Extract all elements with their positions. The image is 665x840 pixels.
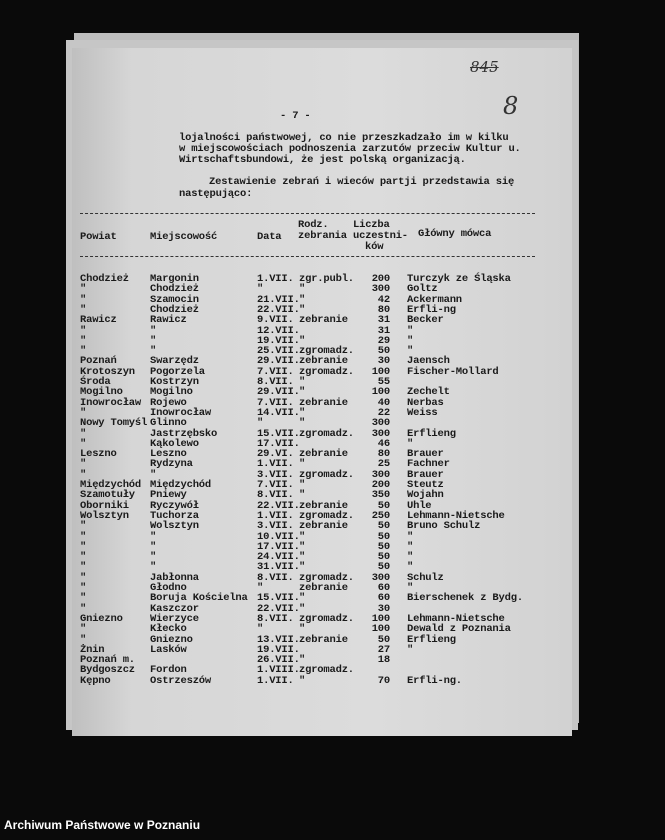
cell-data: " <box>257 623 264 636</box>
cell-miejscowosc: Swarzędz <box>150 355 199 368</box>
cell-data: 3.VII. <box>257 468 294 481</box>
paragraph-line: Wirtschaftsbundowi, że jest polską organizacją. <box>179 154 466 166</box>
cell-mowca: Ackermann <box>407 293 462 306</box>
cell-data: 8.VII. <box>257 376 294 388</box>
cell-mowca: Nerbas <box>407 396 444 409</box>
cell-mowca: " <box>407 324 414 337</box>
cell-powiat: " <box>80 551 87 564</box>
cell-data: 8.VII. <box>257 571 294 584</box>
cell-miejscowosc: Mogilno <box>150 386 193 399</box>
cell-rodzaj: zgromadz. <box>299 664 354 677</box>
cell-data: 25.VII. <box>257 345 300 358</box>
cell-data: 1.VII. <box>257 674 294 687</box>
cell-mowca: Zechelt <box>407 386 450 399</box>
cell-liczba: 25 <box>377 458 390 471</box>
cell-miejscowosc: Ostrzeszów <box>150 674 212 687</box>
cell-powiat: Inowrocław <box>80 396 142 409</box>
cell-data: 8.VII. <box>257 612 294 625</box>
intro-line: Zestawienie zebrań i wieców partji przedstawia się <box>209 176 515 188</box>
cell-data: 19.VII. <box>257 643 300 656</box>
cell-mowca: Turczyk ze Śląska <box>407 273 511 285</box>
cell-rodzaj: zebranie <box>299 448 348 461</box>
cell-mowca: " <box>407 551 414 564</box>
cell-liczba: 55 <box>377 376 390 388</box>
cell-miejscowosc: " <box>150 561 157 574</box>
cell-miejscowosc: Jabłonna <box>150 571 199 584</box>
cell-rodzaj: zebranie <box>299 314 348 327</box>
cell-powiat: " <box>80 592 87 605</box>
cell-rodzaj: " <box>299 551 306 564</box>
cell-liczba: 100 <box>371 365 390 378</box>
intro-line: następująco: <box>179 188 253 200</box>
cell-mowca: Dewald z Poznania <box>407 623 511 636</box>
cell-mowca: Brauer <box>407 468 444 481</box>
cell-mowca: Bruno Schulz <box>407 520 481 533</box>
cell-rodzaj: zebranie <box>299 396 348 409</box>
cell-powiat: Gniezno <box>80 612 123 625</box>
cell-data: 29.VII. <box>257 386 300 399</box>
cell-data: 21.VII. <box>257 293 300 306</box>
cell-powiat: " <box>80 427 87 440</box>
cell-liczba: 300 <box>371 468 390 481</box>
cell-liczba: 50 <box>377 530 390 543</box>
cell-miejscowosc: " <box>150 345 157 358</box>
cell-rodzaj: " <box>299 489 306 502</box>
cell-miejscowosc: Kłecko <box>150 623 187 636</box>
cell-mowca: Lehmann-Nietsche <box>407 509 505 522</box>
cell-data: 17.VII. <box>257 540 300 553</box>
cell-powiat: " <box>80 334 87 347</box>
cell-liczba: 46 <box>377 437 390 450</box>
cell-liczba: 27 <box>377 643 390 656</box>
cell-miejscowosc: Fordon <box>150 664 187 677</box>
cell-liczba: 42 <box>377 293 390 306</box>
cell-rodzaj: zebranie <box>299 633 348 646</box>
table-divider <box>80 256 535 257</box>
cell-miejscowosc: Tuchorza <box>150 509 199 522</box>
cell-liczba: 30 <box>377 602 390 615</box>
cell-liczba: 80 <box>377 303 390 316</box>
cell-mowca: " <box>407 345 414 358</box>
cell-miejscowosc: " <box>150 551 157 564</box>
cell-miejscowosc: " <box>150 540 157 553</box>
cell-powiat: " <box>80 633 87 646</box>
cell-powiat: " <box>80 520 87 533</box>
cell-powiat: Poznań m. <box>80 654 135 667</box>
cell-data: 17.VII. <box>257 437 300 450</box>
cell-powiat: " <box>80 406 87 419</box>
cell-powiat: " <box>80 540 87 553</box>
cell-powiat: Kępno <box>80 674 111 687</box>
cell-mowca: " <box>407 582 414 594</box>
cell-rodzaj: " <box>299 303 306 316</box>
table-divider <box>80 213 535 214</box>
cell-mowca: Erfli-ng. <box>407 674 462 687</box>
cell-rodzaj: zgromadz. <box>299 345 354 358</box>
cell-liczba: 50 <box>377 499 390 512</box>
cell-liczba: 50 <box>377 551 390 564</box>
cell-liczba: 80 <box>377 448 390 461</box>
cell-mowca: Brauer <box>407 448 444 461</box>
cell-liczba: 300 <box>371 427 390 440</box>
cell-liczba: 50 <box>377 520 390 533</box>
cell-powiat: " <box>80 530 87 543</box>
cell-rodzaj: " <box>299 540 306 553</box>
cell-liczba: 50 <box>377 540 390 553</box>
cell-powiat: Wolsztyn <box>80 509 129 522</box>
cell-liczba: 100 <box>371 612 390 625</box>
cell-powiat: " <box>80 468 87 481</box>
cell-miejscowosc: Rojewo <box>150 396 187 409</box>
handwritten-old-folio: 845 <box>470 58 499 76</box>
cell-data: 7.VII. <box>257 479 294 491</box>
cell-powiat: " <box>80 623 87 636</box>
cell-rodzaj: zgromadz. <box>299 612 354 625</box>
cell-data: 15.VII. <box>257 427 300 440</box>
cell-mowca: Erflieng <box>407 633 456 646</box>
cell-miejscowosc: Leszno <box>150 448 187 461</box>
paragraph-line: w miejscowościach podnoszenia zarzutów przeciw Kultur u. <box>179 143 521 155</box>
header-uczestnikow: uczestni- <box>353 230 408 242</box>
cell-rodzaj: " <box>299 479 306 491</box>
cell-miejscowosc: " <box>150 324 157 337</box>
cell-miejscowosc: Gniezno <box>150 633 193 646</box>
cell-data: " <box>257 582 264 594</box>
cell-liczba: 50 <box>377 345 390 358</box>
cell-data: 10.VII. <box>257 530 300 543</box>
cell-mowca: Bierschenek z Bydg. <box>407 592 523 605</box>
header-data: Data <box>257 231 282 243</box>
cell-powiat: " <box>80 582 87 594</box>
cell-mowca: " <box>407 540 414 553</box>
cell-liczba: 300 <box>371 571 390 584</box>
cell-data: 3.VII. <box>257 520 294 533</box>
cell-liczba: 300 <box>371 283 390 296</box>
cell-powiat: " <box>80 458 87 471</box>
cell-powiat: Bydgoszcz <box>80 664 135 677</box>
cell-powiat: Leszno <box>80 448 117 461</box>
cell-rodzaj: " <box>299 406 306 419</box>
cell-rodzaj: " <box>299 674 306 687</box>
cell-liczba: 100 <box>371 623 390 636</box>
cell-data: " <box>257 283 264 296</box>
cell-data: 7.VII. <box>257 365 294 378</box>
cell-miejscowosc: Inowrocław <box>150 406 212 419</box>
cell-miejscowosc: Pniewy <box>150 489 187 502</box>
cell-miejscowosc: " <box>150 334 157 347</box>
cell-mowca: " <box>407 530 414 543</box>
cell-rodzaj: zgromadz. <box>299 365 354 378</box>
cell-rodzaj: zgromadz. <box>299 571 354 584</box>
cell-powiat: Międzychód <box>80 479 142 491</box>
cell-data: 1.VIII. <box>257 664 300 677</box>
cell-powiat: " <box>80 324 87 337</box>
cell-miejscowosc: Kaszczor <box>150 602 199 615</box>
cell-data: 9.VII. <box>257 314 294 327</box>
cell-data: " <box>257 417 264 430</box>
cell-miejscowosc: Chodzież <box>150 303 199 316</box>
cell-data: 14.VII. <box>257 406 300 419</box>
cell-liczba: 50 <box>377 561 390 574</box>
cell-liczba: 100 <box>371 386 390 399</box>
cell-miejscowosc: Chodzież <box>150 283 199 296</box>
cell-miejscowosc: Margonin <box>150 273 199 285</box>
cell-powiat: Nowy Tomyśl <box>80 417 148 430</box>
cell-miejscowosc: Boruja Kościelna <box>150 592 248 605</box>
cell-mowca: Fischer-Mollard <box>407 365 499 378</box>
cell-powiat: Żnin <box>80 643 105 656</box>
cell-rodzaj: " <box>299 654 306 667</box>
cell-miejscowosc: " <box>150 530 157 543</box>
archive-footer: Archiwum Państwowe w Poznaniu <box>4 818 201 832</box>
cell-powiat: " <box>80 561 87 574</box>
cell-mowca: " <box>407 643 414 656</box>
cell-rodzaj: " <box>299 283 306 296</box>
cell-data: 12.VII. <box>257 324 300 337</box>
cell-powiat: " <box>80 602 87 615</box>
cell-liczba: 50 <box>377 633 390 646</box>
cell-rodzaj: zgromadz. <box>299 427 354 440</box>
page-number: - 7 - <box>280 110 311 122</box>
cell-rodzaj: zebranie <box>299 582 348 594</box>
cell-mowca: Goltz <box>407 283 438 296</box>
cell-powiat: Krotoszyn <box>80 365 135 378</box>
cell-rodzaj: zgr.publ. <box>299 273 354 285</box>
cell-liczba: 18 <box>377 654 390 667</box>
cell-miejscowosc: " <box>150 468 157 481</box>
cell-liczba: 22 <box>377 406 390 419</box>
header-kow: ków <box>365 241 384 253</box>
cell-miejscowosc: Glinno <box>150 417 187 430</box>
cell-rodzaj: zebranie <box>299 355 348 368</box>
cell-liczba: 31 <box>377 324 390 337</box>
cell-rodzaj: " <box>299 602 306 615</box>
cell-miejscowosc: Jastrzębsko <box>150 427 218 440</box>
cell-rodzaj: zgromadz. <box>299 509 354 522</box>
cell-miejscowosc: Lasków <box>150 643 187 656</box>
cell-rodzaj: " <box>299 561 306 574</box>
cell-rodzaj: " <box>299 623 306 636</box>
cell-miejscowosc: Kąkolewo <box>150 437 199 450</box>
cell-miejscowosc: Pogorzela <box>150 365 205 378</box>
cell-mowca: Weiss <box>407 406 438 419</box>
cell-liczba: 200 <box>371 273 390 285</box>
cell-liczba: 60 <box>377 592 390 605</box>
header-powiat: Powiat <box>80 231 117 243</box>
header-miejscowosc: Miejscowość <box>150 231 218 243</box>
cell-powiat: Środa <box>80 376 111 388</box>
cell-data: 1.VII. <box>257 509 294 522</box>
cell-mowca: Erfli-ng <box>407 303 456 316</box>
cell-miejscowosc: Rydzyna <box>150 458 193 471</box>
cell-liczba: 60 <box>377 582 390 594</box>
cell-mowca: Becker <box>407 314 444 327</box>
cell-data: 22.VII. <box>257 602 300 615</box>
cell-miejscowosc: Wolsztyn <box>150 520 199 533</box>
cell-liczba: 30 <box>377 355 390 368</box>
cell-mowca: Fachner <box>407 458 450 471</box>
cell-miejscowosc: Szamocin <box>150 293 199 306</box>
cell-data: 8.VII. <box>257 489 294 502</box>
cell-rodzaj: zebranie <box>299 520 348 533</box>
cell-rodzaj: " <box>299 386 306 399</box>
cell-data: 22.VII. <box>257 499 300 512</box>
cell-liczba: 300 <box>371 417 390 430</box>
cell-powiat: " <box>80 293 87 306</box>
cell-mowca: Jaensch <box>407 355 450 368</box>
cell-powiat: " <box>80 283 87 296</box>
cell-mowca: Lehmann-Nietsche <box>407 612 505 625</box>
cell-liczba: 31 <box>377 314 390 327</box>
cell-powiat: Poznań <box>80 355 117 368</box>
cell-data: 31.VII. <box>257 561 300 574</box>
cell-miejscowosc: Międzychód <box>150 479 212 491</box>
cell-data: 7.VII. <box>257 396 294 409</box>
cell-miejscowosc: Kostrzyn <box>150 376 199 388</box>
cell-rodzaj: " <box>299 334 306 347</box>
cell-data: 13.VII. <box>257 633 300 646</box>
cell-miejscowosc: Rawicz <box>150 314 187 327</box>
cell-mowca: " <box>407 561 414 574</box>
cell-mowca: Erflieng <box>407 427 456 440</box>
cell-rodzaj: " <box>299 592 306 605</box>
cell-powiat: Rawicz <box>80 314 117 327</box>
cell-mowca: " <box>407 437 414 450</box>
cell-powiat: " <box>80 571 87 584</box>
cell-liczba: 250 <box>371 509 390 522</box>
paragraph-line: lojalności państwowej, co nie przeszkadzało im w kilku <box>179 132 509 144</box>
cell-rodzaj: zgromadz. <box>299 468 354 481</box>
cell-powiat: " <box>80 437 87 450</box>
header-rodz: Rodz. <box>298 219 329 231</box>
cell-rodzaj: " <box>299 458 306 471</box>
cell-rodzaj: " <box>299 530 306 543</box>
cell-data: 29.VI. <box>257 448 294 461</box>
cell-miejscowosc: Ryczywół <box>150 499 199 512</box>
cell-data: 22.VII. <box>257 303 300 316</box>
cell-mowca: Uhle <box>407 499 432 512</box>
cell-liczba: 29 <box>377 334 390 347</box>
cell-rodzaj: " <box>299 417 306 430</box>
cell-liczba: 200 <box>371 479 390 491</box>
header-zebrania: zebrania <box>298 230 347 242</box>
cell-data: 24.VII. <box>257 551 300 564</box>
cell-miejscowosc: Głodno <box>150 582 187 594</box>
cell-data: 26.VII. <box>257 654 300 667</box>
cell-powiat: Chodzież <box>80 273 129 285</box>
cell-powiat: " <box>80 345 87 358</box>
cell-data: 19.VII. <box>257 334 300 347</box>
cell-liczba: 70 <box>377 674 390 687</box>
cell-data: 15.VII. <box>257 592 300 605</box>
cell-data: 1.VII. <box>257 273 294 285</box>
cell-powiat: " <box>80 303 87 316</box>
cell-mowca: Steutz <box>407 479 444 491</box>
cell-liczba: 350 <box>371 489 390 502</box>
handwritten-folio: 8 <box>503 92 519 120</box>
cell-liczba: 40 <box>377 396 390 409</box>
cell-powiat: Mogilno <box>80 386 123 399</box>
cell-miejscowosc: Wierzyce <box>150 612 199 625</box>
cell-data: 1.VII. <box>257 458 294 471</box>
cell-mowca: " <box>407 334 414 347</box>
cell-mowca: Wojahn <box>407 489 444 502</box>
cell-powiat: Oborniki <box>80 499 129 512</box>
header-liczba: Liczba <box>353 219 390 231</box>
header-mowca: Główny mówca <box>418 228 492 240</box>
cell-rodzaj: " <box>299 293 306 306</box>
cell-rodzaj: zebranie <box>299 499 348 512</box>
cell-data: 29.VII. <box>257 355 300 368</box>
cell-powiat: Szamotuły <box>80 489 135 502</box>
cell-mowca: Schulz <box>407 571 444 584</box>
cell-rodzaj: " <box>299 376 306 388</box>
